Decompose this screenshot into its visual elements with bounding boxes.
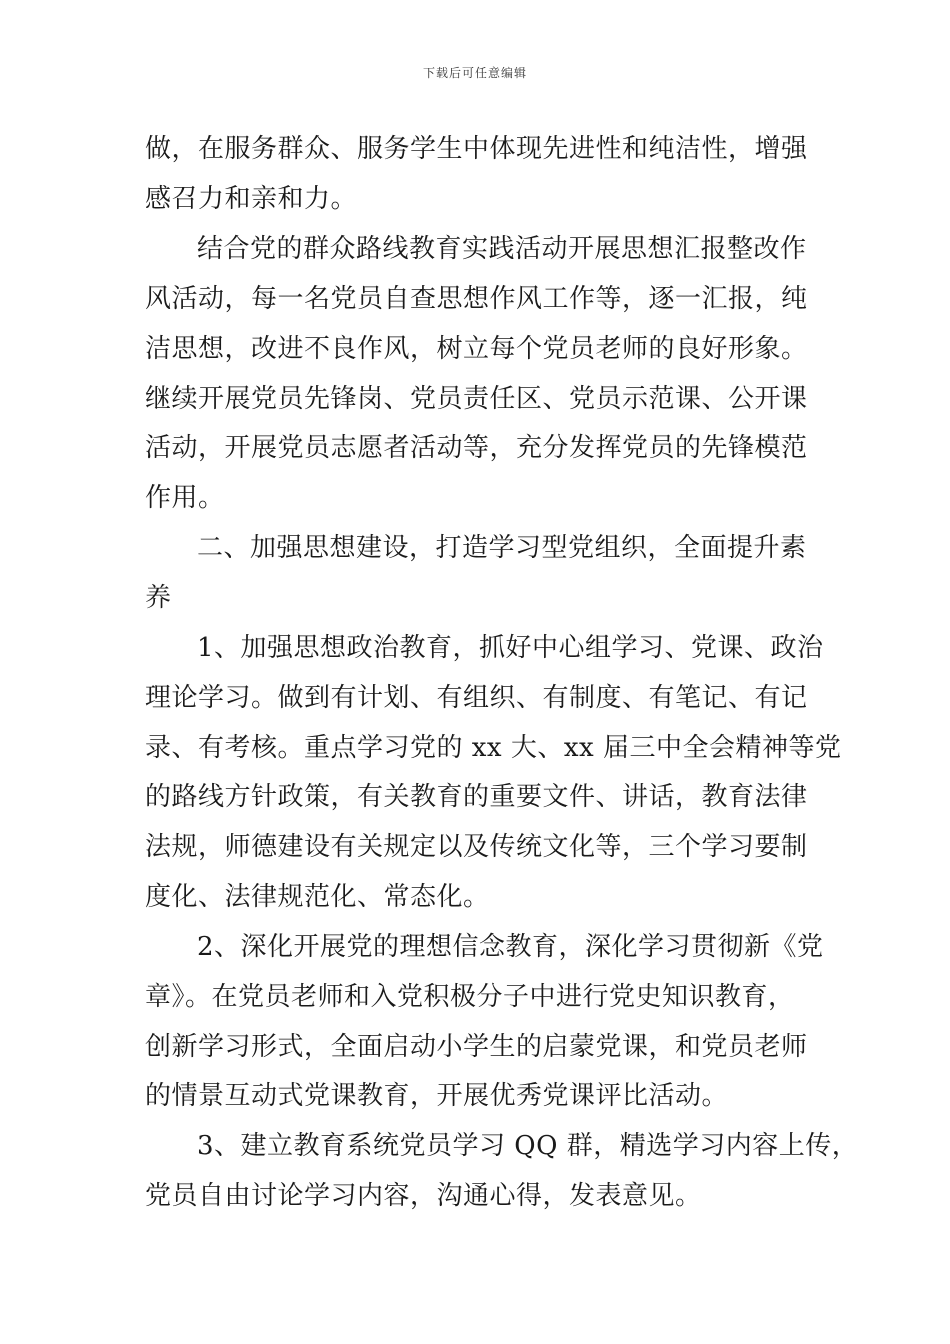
text-line: 的路线方针政策，有关教育的重要文件、讲话，教育法律: [145, 782, 808, 812]
paragraph-first-line: 1、加强思想政治教育，抓好中心组学习、党课、政治: [197, 633, 824, 663]
text-line: 感召力和亲和力。: [145, 184, 358, 214]
text-line: 创新学习形式，全面启动小学生的启蒙党课，和党员老师: [145, 1032, 808, 1062]
text-line: 活动，开展党员志愿者活动等，充分发挥党员的先锋模范: [145, 433, 808, 463]
header-note: 下载后可任意编辑: [422, 66, 527, 80]
paragraph-first-line: 3、建立教育系统党员学习 QQ 群，精选学习内容上传，: [197, 1131, 859, 1161]
paragraph-first-line: 2、深化开展党的理想信念教育，深化学习贯彻新《党: [197, 932, 824, 962]
text-line: 章》。在党员老师和入党积极分子中进行党史知识教育，: [145, 982, 795, 1012]
text-line: 理论学习。做到有计划、有组织、有制度、有笔记、有记: [145, 683, 808, 713]
text-line: 作用。: [145, 483, 225, 513]
text-line: 风活动，每一名党员自查思想作风工作等，逐一汇报，纯: [145, 284, 808, 314]
section-heading-cont: 养: [145, 583, 172, 613]
text-line: 做，在服务群众、服务学生中体现先进性和纯洁性，增强: [145, 134, 808, 164]
section-heading: 二、加强思想建设，打造学习型党组织，全面提升素: [197, 533, 807, 563]
text-line: 录、有考核。重点学习党的 xx 大、xx 届三中全会精神等党: [145, 733, 842, 763]
text-line: 法规，师德建设有关规定以及传统文化等，三个学习要制: [145, 832, 808, 862]
paragraph-first-line: 结合党的群众路线教育实践活动开展思想汇报整改作: [197, 234, 807, 264]
text-line: 继续开展党员先锋岗、党员责任区、党员示范课、公开课: [145, 384, 808, 414]
text-line: 洁思想，改进不良作风，树立每个党员老师的良好形象。: [145, 334, 808, 364]
text-line: 的情景互动式党课教育，开展优秀党课评比活动。: [145, 1081, 729, 1111]
text-line: 党员自由讨论学习内容，沟通心得，发表意见。: [145, 1181, 702, 1211]
text-line: 度化、法律规范化、常态化。: [145, 882, 490, 912]
